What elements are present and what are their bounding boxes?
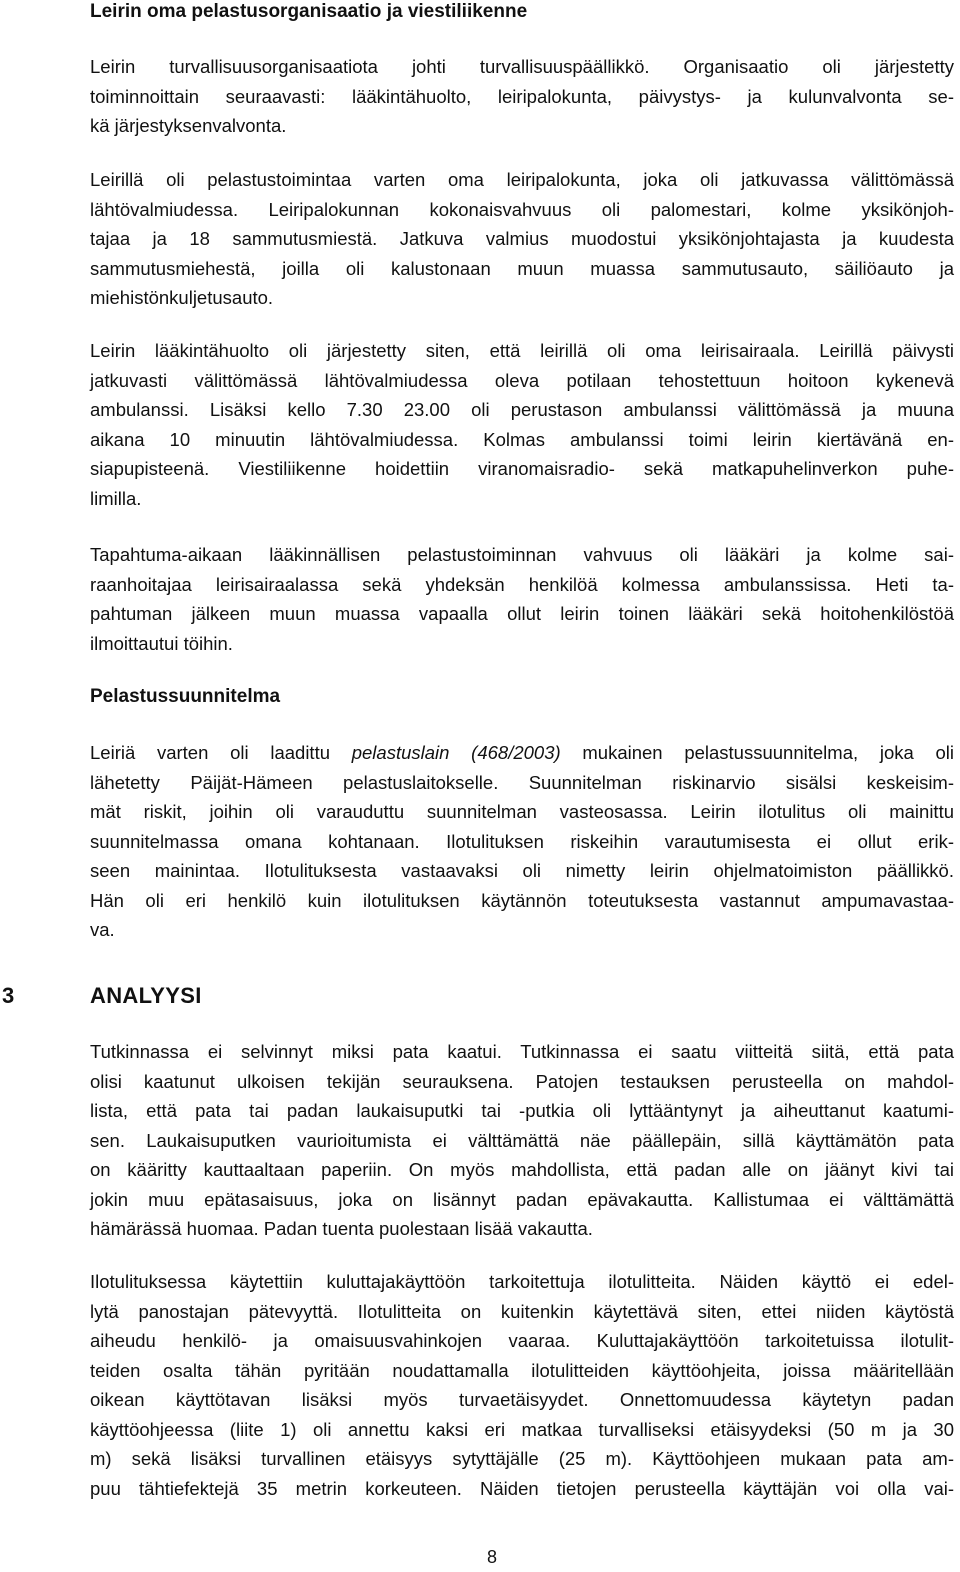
text-line: lähetetty Päijät-Hämeen pelastuslaitokselle. Suunnitelman riskinarvio sisälsi keskeisim- [90,771,954,793]
text-line: Ilotulituksessa käytettiin kuluttajakäyttöön tarkoitettuja ilotulitteita. Näiden käyttö ei edel- [90,1271,954,1292]
page-number: 8 [486,1547,497,1567]
text-line: raanhoitajaa leirisairaalassa sekä yhdeksän henkilöä kolmessa ambulanssissa. Heti ta- [90,573,954,595]
text-line: m) sekä lisäksi turvallinen etäisyys sytyttäjälle (25 m). Käyttöohjeen mukaan pata am- [90,1448,954,1469]
law-reference: pelastuslain (468/2003) [351,742,561,763]
text-run: mukainen pelastussuunnitelma, joka oli [560,742,955,763]
text-line: jatkuvasti välittömässä lähtövalmiudessa oleva potilaan tehostettuun hoitoon kykenevä [90,369,954,391]
text-line: teiden osalta tähän pyritään noudattamalla ilotulitteiden käyttöohjeita, joissa määritellään [90,1359,954,1381]
paragraph-analysis-fireworks [90,1267,954,1503]
text-line: hämärässä huomaa. Padan tuenta puolestaan lisää vakautta. [90,1218,593,1239]
text-line: lähtövalmiudessa. Leiripalokunnan kokonaisvahvuus oli palomestari, kolme yksikönjoh- [90,198,954,220]
text-line: aikana 10 minuutin lähtövalmiudessa. Kolmas ambulanssi toimi leirin kiertävänä en- [90,428,954,450]
text-line: Tutkinnassa ei selvinnyt miksi pata kaatui. Tutkinnassa ei saatu viitteitä siitä, että pata [90,1041,954,1062]
text-line: Tapahtuma-aikaan lääkinnällisen pelastustoiminnan vahvuus oli lääkäri ja kolme sai- [90,544,954,565]
text-line: lytä panostajan pätevyyttä. Ilotulitteita on kuitenkin käytettävä siten, ettei niiden käytöstä [90,1300,954,1322]
text-line: sammutusmiehestä, joilla oli kalustonaan muun muassa sammutusauto, säiliöauto ja [90,257,954,279]
text-line: tajaa ja 18 sammutusmiestä. Jatkuva valmius muodostui yksikönjohtajasta ja kuudesta [90,228,954,249]
paragraph-organisation [90,52,954,141]
text-line: mät riskit, joihin oli varauduttu suunnitelman vasteosassa. Leirin ilotulitus oli mainittu [90,801,954,822]
chapter-title: ANALYYSI [90,983,202,1008]
text-line: miehistönkuljetusauto. [90,287,274,308]
text-line: olisi kaatunut ulkoisen tekijän seurauksena. Patojen testauksen perusteella on mahdol- [90,1070,954,1092]
text-line: puu tähtiefektejä 35 metrin korkeuteen. Näiden tietojen perusteella käyttäjän voi olla vai- [90,1477,954,1499]
paragraph-medical-strength [90,540,954,658]
paragraph-medical-care [90,336,954,513]
text-line: siapupisteenä. Viestiliikenne hoidettiin viranomaisradio- sekä matkapuhelinverkon puhe- [90,458,954,479]
text-run: Leiriä varten oli laadittu [90,742,352,763]
paragraph-rescue-plan [90,738,954,945]
text-line [90,738,954,768]
text-line: seen mainintaa. Ilotulituksesta vastaavaksi oli nimetty leirin ohjelmatoimiston päällikkö. [90,860,954,881]
text-line: Leirin lääkintähuolto oli järjestetty siten, että leirillä oli oma leirisairaala. Leirillä päivysti [90,340,954,361]
text-line: oikean käyttötavan lisäksi myös turvaetäisyydet. Onnettomuudessa käytetyn padan [90,1389,954,1410]
chapter-number: 3 [2,983,15,1008]
text-line: on kääritty kauttaaltaan paperiin. On myös mahdollista, että padan alle on jäänyt kivi tai [90,1159,954,1180]
text-line: sen. Laukaisuputken vaurioitumista ei välttämättä näe päällepäin, sillä käyttämätön pata [90,1129,954,1151]
text-line: käyttöohjeessa (liite 1) oli annettu kaksi eri matkaa turvalliseksi etäisyydeksi (50 m ja 30 [90,1418,954,1440]
text-line: toiminnoittain seuraavasti: lääkintähuolto, leiripalokunta, päivystys- ja kulunvalvonta se- [90,85,954,107]
text-line: Leirillä oli pelastustoimintaa varten oma leiripalokunta, joka oli jatkuvassa välittömässä [90,169,954,190]
text-line: ilmoittautui töihin. [90,632,233,654]
section-heading-rescue-plan: Pelastussuunnitelma [90,686,281,707]
section-heading-rescue-organisation: Leirin oma pelastusorganisaatio ja viestiliikenne [90,1,528,22]
text-line: kä järjestyksenvalvonta. [90,115,287,136]
text-line: pahtuman jälkeen muun muassa vapaalla ollut leirin toinen lääkäri sekä hoitohenkilöstöä [90,603,954,624]
text-line: Leirin turvallisuusorganisaatiota johti turvallisuuspäällikkö. Organisaatio oli järjestetty [90,56,954,77]
text-line: jokin muu epätasaisuus, joka on lisännyt padan epävakautta. Kallistumaa ei välttämättä [90,1188,954,1210]
text-line: limilla. [90,487,142,509]
text-line: ambulanssi. Lisäksi kello 7.30 23.00 oli perustason ambulanssi välittömässä ja muuna [90,399,954,420]
text-line: Hän oli eri henkilö kuin ilotulituksen käytännön toteutuksesta vastannut ampumavastaa- [90,889,954,911]
paragraph-analysis-cause [90,1037,954,1244]
text-line: lista, että pata tai padan laukaisuputki tai -putkia oli lyttääntynyt ja aiheuttanut kaatumi- [90,1100,954,1121]
text-line: va. [90,919,115,940]
paragraph-fire-brigade [90,165,954,313]
text-line: suunnitelmassa omana kohtanaan. Ilotulituksen riskeihin varautumisesta ei ollut erik- [90,830,954,852]
text-line: aiheudu henkilö- ja omaisuusvahinkojen vaaraa. Kuluttajakäyttöön tarkoitetuissa ilotulit- [90,1330,954,1351]
